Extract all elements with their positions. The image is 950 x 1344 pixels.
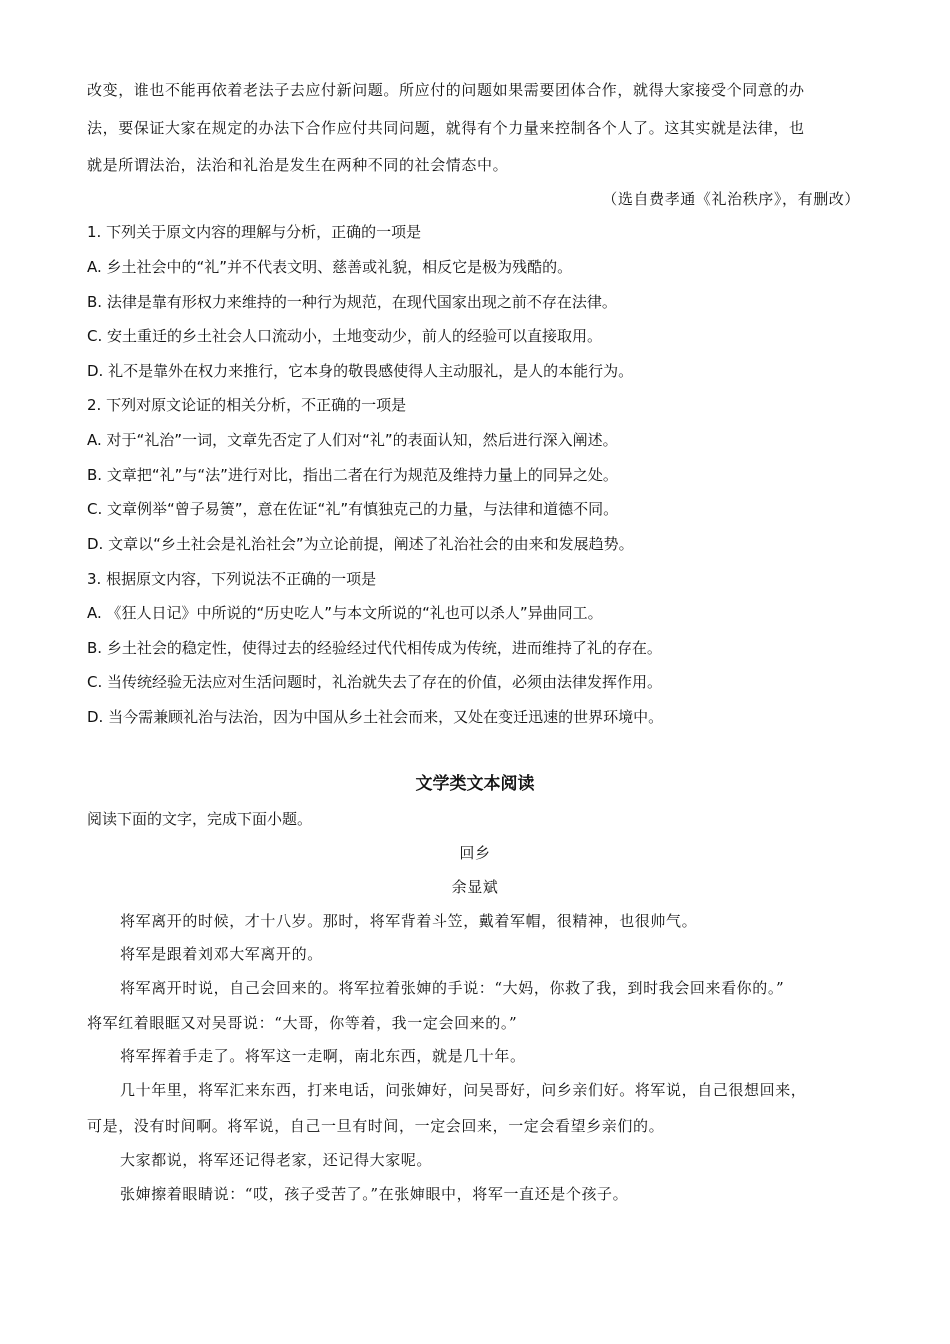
question-option: B. 法律是靠有形权力来维持的一种行为规范，在现代国家出现之前不存在法律。 bbox=[87, 293, 617, 311]
question-option: D. 礼不是靠外在权力来推行，它本身的敬畏感使得人主动服礼，是人的本能行为。 bbox=[87, 362, 634, 380]
story-paragraph: 将军是跟着刘邓大军离开的。 bbox=[120, 945, 323, 963]
story-title: 回乡 bbox=[459, 844, 491, 862]
passage-line: 就是所谓法治，法治和礼治是发生在两种不同的社会情态中。 bbox=[87, 156, 509, 174]
question-option: B. 文章把“礼”与“法”进行对比，指出二者在行为规范及维持力量上的同异之处。 bbox=[87, 466, 618, 484]
passage-line: 改变，谁也不能再依着老法子去应付新问题。所应付的问题如果需要团体合作，就得大家接受个同意的办 bbox=[87, 81, 805, 99]
question-stem: 2. 下列对原文论证的相关分析，不正确的一项是 bbox=[87, 396, 407, 414]
section-instruction: 阅读下面的文字，完成下面小题。 bbox=[87, 810, 313, 828]
story-paragraph: 几十年里，将军汇来东西，打来电话，问张婶好，问吴哥好，问乡亲们好。将军说，自己很想回来， bbox=[120, 1081, 807, 1099]
story-author: 余显斌 bbox=[451, 878, 499, 896]
section-heading: 文学类文本阅读 bbox=[415, 774, 535, 794]
story-paragraph: 可是，没有时间啊。将军说，自己一旦有时间，一定会回来，一定会看望乡亲们的。 bbox=[87, 1117, 665, 1135]
question-option: A. 《狂人日记》中所说的“历史吃人”与本文所说的“礼也可以杀人”异曲同工。 bbox=[87, 604, 603, 622]
story-paragraph: 将军离开时说，自己会回来的。将军拉着张婶的手说：“大妈，你救了我，到时我会回来看你的。” bbox=[120, 979, 785, 997]
story-paragraph: 将军挥着手走了。将军这一走啊，南北东西，就是几十年。 bbox=[120, 1047, 526, 1065]
passage-line: 法，要保证大家在规定的办法下合作应付共同问题，就得有个力量来控制各个人了。这其实就是法律，也 bbox=[87, 119, 805, 137]
story-paragraph: 将军红着眼眶又对吴哥说：“大哥，你等着，我一定会回来的。” bbox=[87, 1014, 518, 1032]
question-stem: 1. 下列关于原文内容的理解与分析，正确的一项是 bbox=[87, 223, 422, 241]
question-option: D. 文章以“乡土社会是礼治社会”为立论前提，阐述了礼治社会的由来和发展趋势。 bbox=[87, 535, 634, 553]
question-option: C. 当传统经验无法应对生活问题时，礼治就失去了存在的价值，必须由法律发挥作用。 bbox=[87, 673, 663, 691]
question-option: A. 乡土社会中的“礼”并不代表文明、慈善或礼貌，相反它是极为残酷的。 bbox=[87, 258, 573, 276]
question-option: C. 文章例举“曾子易箦”，意在佐证“礼”有慎独克己的力量，与法律和道德不同。 bbox=[87, 500, 619, 518]
question-option: D. 当今需兼顾礼治与法治，因为中国从乡土社会而来，又处在变迁迅速的世界环境中。 bbox=[87, 708, 664, 726]
story-paragraph: 将军离开的时候，才十八岁。那时，将军背着斗笠，戴着军帽，很精神，也很帅气。 bbox=[120, 912, 698, 930]
question-stem: 3. 根据原文内容，下列说法不正确的一项是 bbox=[87, 570, 377, 588]
question-option: B. 乡土社会的稳定性，使得过去的经验经过代代相传成为传统，进而维持了礼的存在。 bbox=[87, 639, 662, 657]
story-paragraph: 张婶擦着眼睛说：“哎，孩子受苦了。”在张婶眼中，将军一直还是个孩子。 bbox=[120, 1185, 629, 1203]
source-citation: （选自费孝通《礼治秩序》，有删改） bbox=[602, 190, 860, 208]
story-paragraph: 大家都说，将军还记得老家，还记得大家呢。 bbox=[120, 1151, 433, 1169]
question-option: C. 安土重迁的乡土社会人口流动小，土地变动少，前人的经验可以直接取用。 bbox=[87, 327, 603, 345]
question-option: A. 对于“礼治”一词，文章先否定了人们对“礼”的表面认知，然后进行深入阐述。 bbox=[87, 431, 618, 449]
